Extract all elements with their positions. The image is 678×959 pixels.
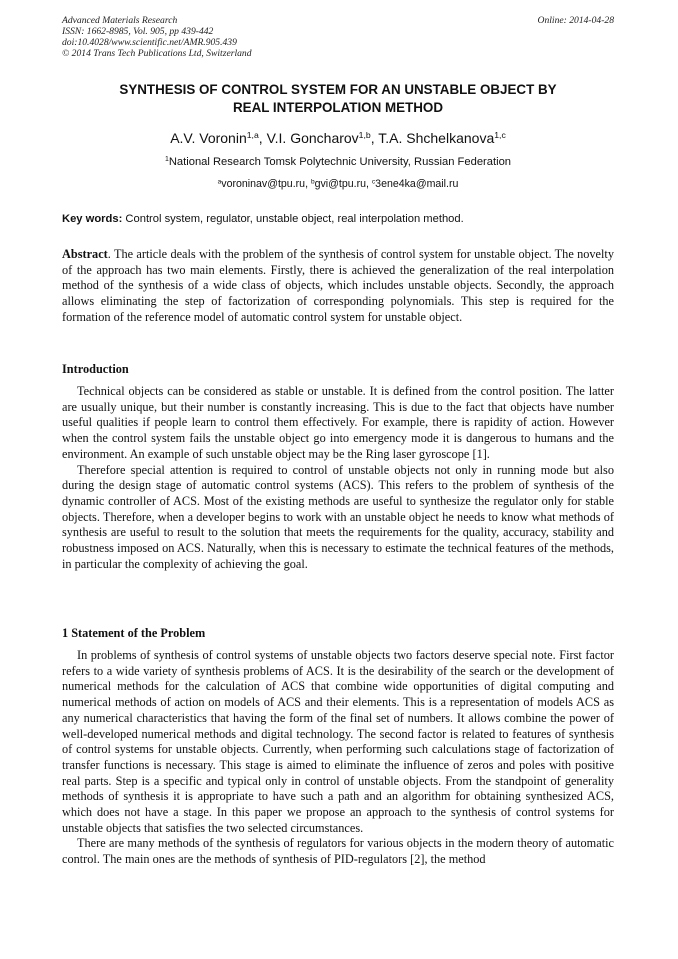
- section-1-heading: 1 Statement of the Problem: [62, 626, 206, 640]
- author-sup: 1,a: [246, 130, 259, 141]
- author-sup: 1,c: [494, 130, 506, 141]
- email-sup: b: [310, 178, 315, 186]
- title-line-1: SYNTHESIS OF CONTROL SYSTEM FOR AN UNSTABLE OBJECT BY: [119, 82, 557, 97]
- author-emails: [62, 177, 614, 191]
- paragraph: Technical objects can be considered as stable or unstable. It is defined from the control position. The latter are usually unique, but their number is constantly increasing. This is due to the fact that objects have number useful qualities if people learn to control them effectively. For example, there is rapidity of action. However when the control system fails the unstable object go into emergency mode it is dangerous to humans and the environment. An example of such unstable object may be the Ring laser gyroscope [1].: [62, 384, 614, 461]
- author-sup: 1,b: [358, 130, 371, 141]
- abstract-text: . The article deals with the problem of the synthesis of control system for unstable object. The novelty of the approach has two main elements. Firstly, there is achieved the generalization of the real interpolation method of the synthesis of a wide class of objects, which includes unstable objects. Secondly, the approach allows eliminating the step of factorization of corresponding polynomials. This step is required for the formation of the reference model of automatic control system for unstable object.: [62, 247, 614, 324]
- title-line-2: REAL INTERPOLATION METHOD: [232, 100, 444, 115]
- introduction-heading: Introduction: [62, 362, 129, 376]
- author-list: [62, 129, 614, 147]
- online-date: Online: 2014-04-28: [537, 15, 614, 26]
- author-name: V.I. Goncharov: [266, 130, 359, 146]
- author-sep: ,: [258, 130, 267, 146]
- paper-title: [62, 81, 614, 117]
- email-address[interactable]: voroninav@tpu.ru: [221, 178, 306, 190]
- keywords-label: Key words:: [62, 213, 123, 225]
- email-sep: ,: [366, 178, 372, 190]
- affiliation-sup: 1: [164, 156, 169, 164]
- affiliation-text: National Research Tomsk Polytechnic University, Russian Federation: [168, 156, 512, 168]
- author-sep: ,: [370, 130, 379, 146]
- author-name: T.A. Shchelkanova: [378, 130, 495, 146]
- journal-copyright: © 2014 Trans Tech Publications Ltd, Switzerland: [62, 48, 252, 59]
- section-1-body: [62, 648, 614, 868]
- journal-doi: doi:10.4028/www.scientific.net/AMR.905.439: [62, 37, 237, 48]
- email-sup: a: [217, 178, 222, 186]
- journal-header: [62, 15, 614, 59]
- author-name: A.V. Voronin: [170, 130, 247, 146]
- keywords-text: Control system, regulator, unstable object, real interpolation method.: [122, 213, 464, 225]
- journal-name: Advanced Materials Research: [62, 15, 178, 26]
- paragraph: In problems of synthesis of control systems of unstable objects two factors deserve special note. First factor refers to a wide variety of synthesis problems of ACS. It is the desirability of the search or the development of numerical methods for the calculation of ACS that combine wide opportunities of digital computing and numerical methods of action on models of ACS and their elements. This is a representation of models ACS as any numerical characteristics that having the form of the final set of numbers. It allows combine the power of well-developed numerical methods and digital technology. The second factor is related to features of synthesis of control systems for unstable objects. Currently, when performing such calculations stage of factorization of transfer functions is necessary. This stage is aimed to eliminate the influence of zeros and poles with positive real parts. Step is a specific and typical only in control of unstable objects. From the standpoint of generality methods of synthesis it is appropriate to have such a path and an algorithm for obtaining synthesized ACS, which does not have a stage. In this paper we propose an approach to the synthesis of control systems for unstable objects that satisfies the two selected circumstances.: [62, 648, 614, 835]
- email-sep: ,: [305, 178, 311, 190]
- email-sup: c: [371, 178, 376, 186]
- abstract-label: Abstract: [62, 247, 108, 261]
- email-address[interactable]: 3ene4ka@mail.ru: [375, 178, 459, 190]
- abstract: [62, 247, 614, 326]
- journal-issn: ISSN: 1662-8985, Vol. 905, pp 439-442: [62, 26, 214, 37]
- paragraph: Therefore special attention is required to control of unstable objects not only in running mode but also during the design stage of automatic control systems (ACS). This refers to the problem of synthesis of the dynamic controller of ACS. Most of the existing methods are useful to synthesize the regulator only for stable objects. Therefore, when a developer begins to work with an unstable object he needs to know what methods of synthesis are useful to result to the solution that meets the requirements for the quality, accuracy, stability and robustness imposed on ACS. Naturally, when this is necessary to estimate the technical features of the methods, in particular the complexity of achieving the goal.: [62, 462, 614, 571]
- keywords: [62, 212, 614, 226]
- affiliation: [62, 155, 614, 169]
- introduction-body: [62, 384, 614, 572]
- paragraph: There are many methods of the synthesis of regulators for various objects in the modern theory of automatic control. The main ones are the methods of synthesis of PID-regulators [2], the method: [62, 836, 614, 867]
- email-address[interactable]: gvi@tpu.ru: [314, 178, 366, 190]
